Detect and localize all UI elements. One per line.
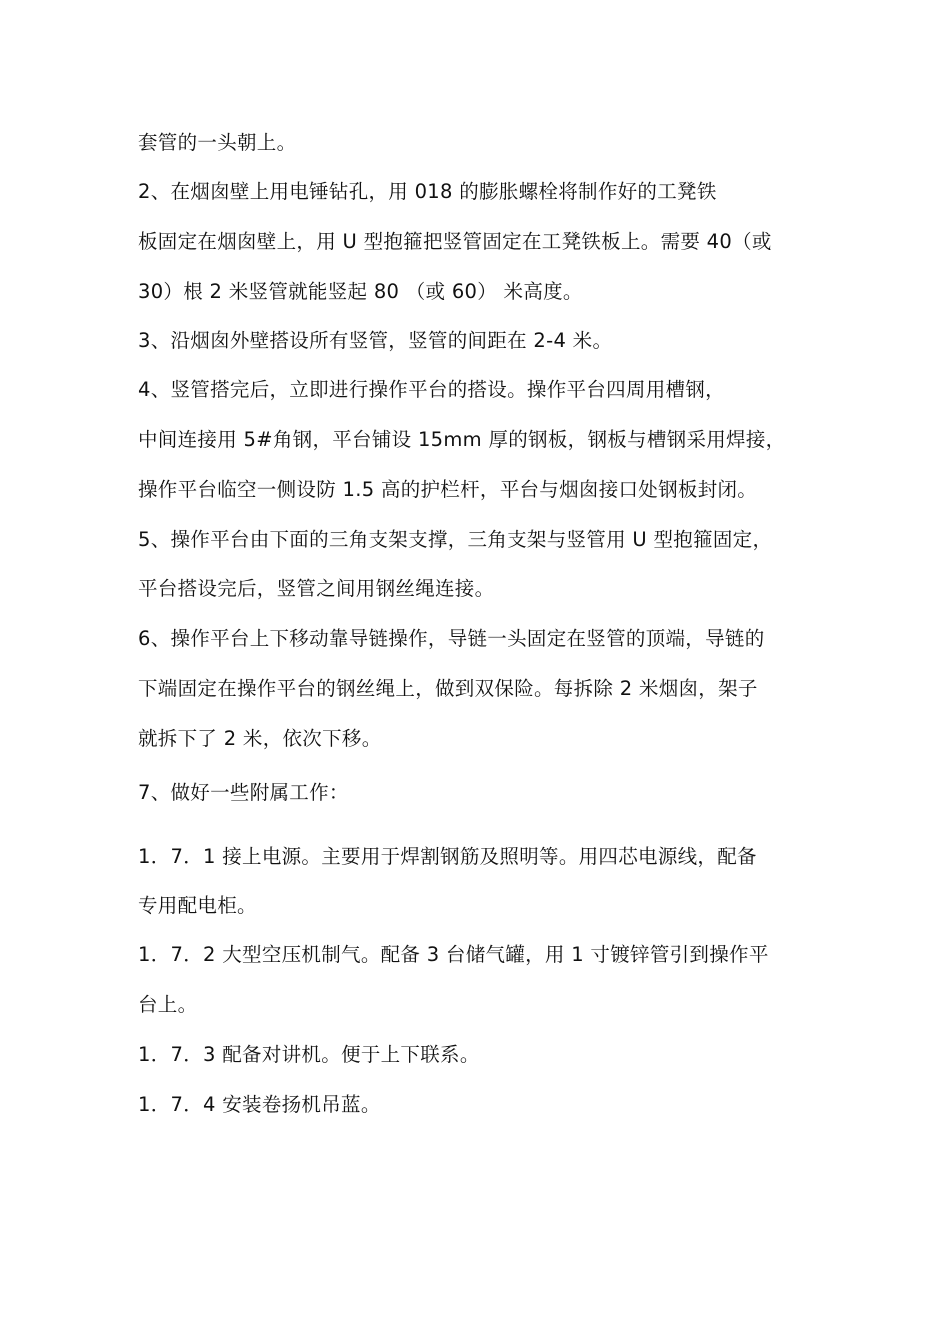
text-line: 专用配电柜。 xyxy=(138,894,257,917)
text-line: 就拆下了 2 米，依次下移。 xyxy=(138,727,382,750)
text-line: 台上。 xyxy=(138,993,198,1016)
text-line: 操作平台临空一侧设防 1.5 高的护栏杆，平台与烟囱接口处钢板封闭。 xyxy=(138,478,758,501)
text-line: 7、做好一些附属工作： xyxy=(138,781,349,804)
text-line: 平台搭设完后，竖管之间用钢丝绳连接。 xyxy=(138,577,495,600)
text-line: 1．7．1 接上电源。主要用于焊割钢筋及照明等。用四芯电源线，配备 xyxy=(138,845,757,868)
text-line: 套管的一头朝上。 xyxy=(138,131,297,154)
text-line: 30）根 2 米竖管就能竖起 80 （或 60） 米高度。 xyxy=(138,280,583,303)
text-line: 6、操作平台上下移动靠导链操作，导链一头固定在竖管的顶端，导链的 xyxy=(138,627,765,650)
text-line: 板固定在烟囱壁上，用 U 型抱箍把竖管固定在工凳铁板上。需要 40（或 xyxy=(138,230,772,253)
text-line: 1．7．4 安装卷扬机吊蓝。 xyxy=(138,1093,381,1116)
text-line: 2、在烟囱壁上用电锤钻孔，用 018 的膨胀螺栓将制作好的工凳铁 xyxy=(138,180,717,203)
text-line: 1．7．2 大型空压机制气。配备 3 台储气罐，用 1 寸镀锌管引到操作平 xyxy=(138,943,769,966)
text-line: 5、操作平台由下面的三角支架支撑，三角支架与竖管用 U 型抱箍固定， xyxy=(138,528,773,551)
text-line: 下端固定在操作平台的钢丝绳上，做到双保险。每拆除 2 米烟囱，架子 xyxy=(138,677,758,700)
text-line: 4、竖管搭完后，立即进行操作平台的搭设。操作平台四周用槽钢， xyxy=(138,378,725,401)
text-line: 1．7．3 配备对讲机。便于上下联系。 xyxy=(138,1043,480,1066)
text-line: 3、沿烟囱外壁搭设所有竖管，竖管的间距在 2-4 米。 xyxy=(138,329,613,352)
text-line: 中间连接用 5#角钢，平台铺设 15mm 厚的钢板，钢板与槽钢采用焊接， xyxy=(138,428,786,451)
